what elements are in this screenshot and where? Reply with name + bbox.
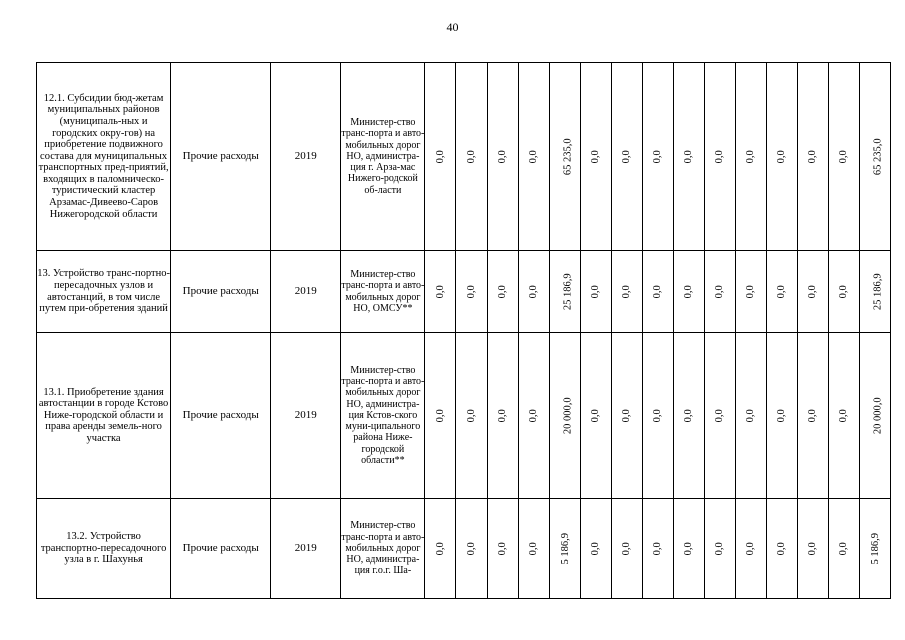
table-row	[37, 333, 891, 499]
amount-cell	[797, 251, 828, 333]
amount-value: 0,0	[744, 149, 756, 164]
amount-value: 0,0	[620, 408, 632, 423]
amount-value: 0,0	[465, 408, 477, 423]
amount-value: 0,0	[682, 541, 694, 556]
amount-cell	[642, 251, 673, 333]
amount-cell	[735, 251, 766, 333]
amount-value: 65 235,0	[562, 138, 574, 175]
amount-value: 0,0	[713, 284, 725, 299]
amount-value: 0,0	[620, 541, 632, 556]
amount-cell	[797, 499, 828, 599]
amount-value: 0,0	[651, 149, 663, 164]
amount-cell	[766, 63, 797, 251]
amount-value: 0,0	[496, 284, 508, 299]
amount-cell	[487, 499, 518, 599]
event-name-cell: 13.1. Приобретение здания автостанции в городе Кстово Ниже-городской области и права аренды земель-ного участка	[37, 333, 171, 499]
amount-value: 20 000,0	[872, 397, 884, 434]
expense-type-cell: Прочие расходы	[171, 63, 271, 251]
amount-value: 0,0	[807, 149, 819, 164]
amount-value: 0,0	[838, 541, 850, 556]
amount-cell	[456, 333, 487, 499]
amount-cell	[735, 499, 766, 599]
amount-cell	[456, 499, 487, 599]
expense-type-cell: Прочие расходы	[171, 333, 271, 499]
amount-value: 0,0	[496, 541, 508, 556]
amount-value: 0,0	[838, 149, 850, 164]
budget-table	[36, 62, 891, 599]
amount-value: 0,0	[465, 284, 477, 299]
amount-value: 0,0	[776, 284, 787, 299]
amount-cell	[797, 333, 828, 499]
amount-cell	[766, 251, 797, 333]
amount-cell	[549, 251, 580, 333]
amount-value: 0,0	[651, 408, 663, 423]
amount-cell	[704, 251, 735, 333]
amount-value: 0,0	[807, 284, 819, 299]
amount-cell	[425, 251, 456, 333]
amount-value: 25 186,9	[872, 273, 884, 310]
amount-cell	[487, 251, 518, 333]
amount-cell	[611, 499, 642, 599]
amount-cell	[673, 499, 704, 599]
amount-cell	[487, 333, 518, 499]
amount-cell	[487, 63, 518, 251]
event-name-cell: 13. Устройство транс-портно-пересадочных узлов и автостанций, в том числе путем при-обретения зданий	[37, 251, 171, 333]
amount-value: 0,0	[807, 408, 819, 423]
amount-cell	[642, 333, 673, 499]
table-row	[37, 63, 891, 251]
amount-cell	[611, 63, 642, 251]
amount-value: 0,0	[744, 541, 756, 556]
executor-cell: Министер-ство транс-порта и авто-мобильных дорог НО, администра-ция г.о.г. Ша-	[341, 499, 425, 599]
amount-value: 0,0	[651, 541, 663, 556]
amount-value: 0,0	[620, 149, 632, 164]
amount-value: 0,0	[589, 149, 601, 164]
amount-cell	[456, 63, 487, 251]
amount-value: 0,0	[713, 541, 725, 556]
amount-value: 0,0	[465, 541, 477, 556]
amount-cell	[425, 333, 456, 499]
amount-cell	[859, 63, 890, 251]
amount-cell	[704, 499, 735, 599]
amount-value: 0,0	[682, 149, 694, 164]
event-name-cell: 12.1. Субсидии бюд-жетам муниципальных районов (муниципаль-ных и городских окру-гов) на приобретение подвижного состава для муниципальных транспортных пред-приятий, входящих в паломническо-туристический кластер Арзамас-Дивеево-Саров Нижегородской области	[37, 63, 171, 251]
amount-cell	[425, 499, 456, 599]
amount-value: 0,0	[589, 541, 601, 556]
amount-cell	[580, 333, 611, 499]
amount-cell	[580, 63, 611, 251]
amount-value: 0,0	[527, 284, 539, 299]
executor-cell: Министер-ство транс-порта и авто-мобильных дорог НО, ОМСУ**	[341, 251, 425, 333]
table-row	[37, 251, 891, 333]
amount-cell	[673, 63, 704, 251]
budget-table-body	[37, 63, 891, 599]
amount-value: 0,0	[496, 408, 508, 423]
amount-value: 0,0	[589, 408, 601, 423]
amount-cell	[766, 499, 797, 599]
amount-cell	[518, 63, 549, 251]
amount-cell	[828, 499, 859, 599]
amount-cell	[549, 333, 580, 499]
amount-cell	[642, 499, 673, 599]
expense-type-cell: Прочие расходы	[171, 499, 271, 599]
amount-cell	[518, 499, 549, 599]
amount-cell	[704, 63, 735, 251]
amount-value: 0,0	[744, 284, 756, 299]
amount-value: 65 235,0	[872, 138, 884, 175]
amount-cell	[735, 63, 766, 251]
amount-value: 0,0	[682, 408, 694, 423]
amount-cell	[797, 63, 828, 251]
amount-cell	[859, 499, 890, 599]
amount-cell	[859, 333, 890, 499]
amount-cell	[859, 251, 890, 333]
amount-value: 0,0	[434, 284, 446, 299]
year-cell: 2019	[271, 499, 341, 599]
amount-value: 0,0	[434, 541, 446, 556]
amount-value: 0,0	[838, 284, 850, 299]
amount-value: 0,0	[807, 541, 819, 556]
executor-cell: Министер-ство транс-порта и авто-мобильных дорог НО, администра-ция Кстов-ского муни-ципального района Ниже-городской области**	[341, 333, 425, 499]
amount-value: 0,0	[527, 408, 539, 423]
amount-cell	[766, 333, 797, 499]
amount-value: 0,0	[713, 149, 725, 164]
amount-value: 0,0	[838, 408, 850, 423]
amount-cell	[828, 63, 859, 251]
amount-value: 5 186,9	[869, 532, 881, 565]
amount-value: 25 186,9	[562, 273, 574, 310]
amount-cell	[735, 333, 766, 499]
event-name-cell: 13.2. Устройство транспортно-пересадочного узла в г. Шахунья	[37, 499, 171, 599]
amount-cell	[580, 251, 611, 333]
amount-value: 0,0	[744, 408, 756, 423]
amount-cell	[518, 333, 549, 499]
amount-value: 0,0	[682, 284, 694, 299]
amount-cell	[611, 251, 642, 333]
amount-value: 0,0	[589, 284, 601, 299]
page-number: 40	[446, 20, 459, 34]
amount-cell	[425, 63, 456, 251]
amount-value: 0,0	[713, 408, 725, 423]
amount-value: 0,0	[434, 149, 446, 164]
amount-value: 0,0	[620, 284, 632, 299]
amount-cell	[611, 333, 642, 499]
amount-cell	[673, 333, 704, 499]
amount-value: 0,0	[776, 408, 787, 423]
amount-cell	[642, 63, 673, 251]
amount-value: 0,0	[527, 541, 539, 556]
table-row	[37, 499, 891, 599]
amount-cell	[456, 251, 487, 333]
amount-cell	[549, 499, 580, 599]
amount-value: 0,0	[465, 149, 477, 164]
amount-cell	[580, 499, 611, 599]
amount-value: 0,0	[527, 149, 539, 164]
executor-cell: Министер-ство транс-порта и авто-мобильных дорог НО, администра-ция г. Арза-мас Нижего-родской об-ласти	[341, 63, 425, 251]
amount-value: 0,0	[776, 541, 787, 556]
year-cell: 2019	[271, 251, 341, 333]
amount-cell	[704, 333, 735, 499]
amount-cell	[673, 251, 704, 333]
amount-cell	[549, 63, 580, 251]
amount-value: 0,0	[434, 408, 446, 423]
amount-cell	[828, 251, 859, 333]
amount-value: 0,0	[651, 284, 663, 299]
amount-value: 0,0	[496, 149, 508, 164]
amount-value: 0,0	[776, 149, 787, 164]
amount-value: 5 186,9	[559, 532, 571, 565]
amount-cell	[828, 333, 859, 499]
amount-cell	[518, 251, 549, 333]
amount-value: 20 000,0	[562, 397, 574, 434]
year-cell: 2019	[271, 63, 341, 251]
year-cell: 2019	[271, 333, 341, 499]
expense-type-cell: Прочие расходы	[171, 251, 271, 333]
